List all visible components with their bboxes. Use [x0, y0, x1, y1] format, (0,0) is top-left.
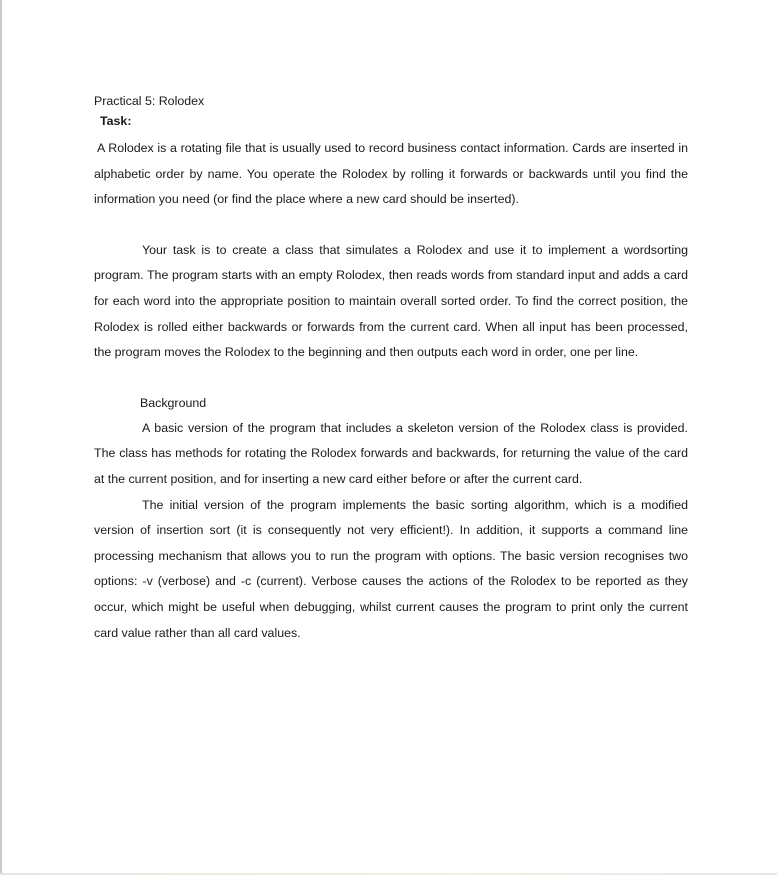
paragraph-spacer: [94, 213, 688, 238]
document-title: Practical 5: Rolodex: [94, 94, 205, 108]
paragraph-spacer: [94, 366, 688, 391]
page-left-border: [0, 0, 2, 875]
paragraph-background-initial-version: The initial version of the program implements the basic sorting algorithm, which is a modified version of insertion sort (it is consequently not very efficient!). In addition, it supports a command line processing mechanism that allows you to run the program with options. The basic version recognises two options: -v (verbose) and -c (current). Verbose causes the actions of the Rolodex to be reported as they occur, which might be useful when debugging, whilst current causes the program to print only the current card value rather than all card values.: [94, 497, 688, 640]
paragraph-background-skeleton: A basic version of the program that includes a skeleton version of the Rolodex class is provided. The class has methods for rotating the Rolodex forwards and backwards, for returning the value of the card at the current position, and for inserting a new card either before or after the current card.: [94, 420, 688, 486]
paragraph-intro: A Rolodex is a rotating file that is usually used to record business contact information. Cards are inserted in alphabetic order by name. You operate the Rolodex by rolling it forwards or backwards until you find the information you need (or find the place where a new card should be inserted).: [94, 141, 688, 207]
document-body: [94, 91, 688, 646]
task-heading: Task:: [100, 114, 132, 128]
background-heading: Background: [140, 395, 207, 410]
paragraph-task-description: Your task is to create a class that simulates a Rolodex and use it to implement a wordsorting program. The program starts with an empty Rolodex, then reads words from standard input and adds a card for each word into the appropriate position to maintain overall sorted order. To find the correct position, the Rolodex is rolled either backwards or forwards from the current card. When all input has been processed, the program moves the Rolodex to the beginning and then outputs each word in order, one per line.: [94, 242, 688, 360]
